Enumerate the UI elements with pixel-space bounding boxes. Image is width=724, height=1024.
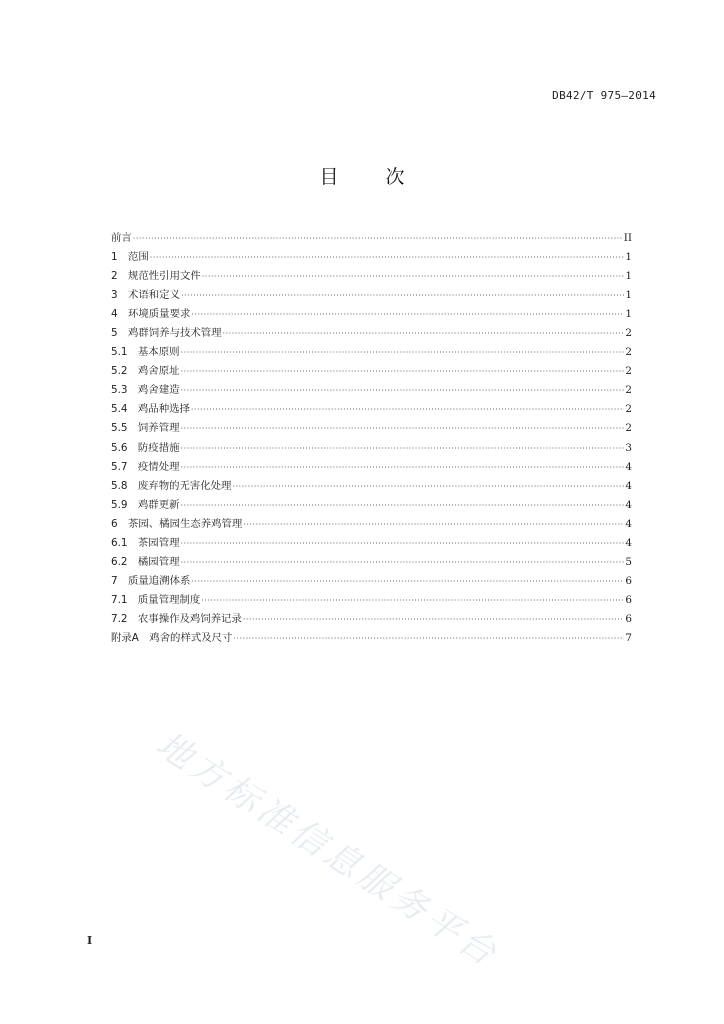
toc-entry-2[interactable] bbox=[111, 267, 632, 286]
toc-entry-number: 5.4 bbox=[111, 403, 138, 416]
toc-entry-page: 6 bbox=[625, 612, 632, 625]
toc-entry-page: 2 bbox=[625, 327, 632, 340]
toc-entry-6-1[interactable] bbox=[111, 534, 632, 553]
toc-entry-number: 6.1 bbox=[111, 536, 138, 549]
toc-entry-label: 环境质量要求 bbox=[128, 308, 191, 321]
dot-leader bbox=[180, 534, 624, 553]
dot-leader bbox=[180, 343, 624, 362]
toc-entry-number: 5.8 bbox=[111, 479, 138, 492]
toc-entry-number: 5.2 bbox=[111, 365, 138, 378]
dot-leader bbox=[180, 458, 624, 477]
toc-entry-foreword[interactable] bbox=[111, 229, 632, 248]
toc-entry-label: 前言 bbox=[111, 232, 132, 244]
toc-entry-page: 4 bbox=[625, 498, 632, 511]
toc-entry-3[interactable] bbox=[111, 286, 632, 305]
toc-entry-page: 4 bbox=[625, 460, 632, 473]
toc-entry-label: 质量管理制度 bbox=[137, 593, 201, 606]
page-title: 目 次 bbox=[319, 166, 419, 188]
toc-entry-page: 4 bbox=[625, 479, 632, 492]
toc-entry-1[interactable] bbox=[111, 248, 632, 267]
toc-entry-label: 规范性引用文件 bbox=[128, 270, 201, 283]
toc-entry-5-3[interactable] bbox=[111, 381, 632, 400]
dot-leader bbox=[202, 267, 625, 286]
toc-entry-number: 4 bbox=[111, 308, 129, 321]
toc-entry-label: 基本原则 bbox=[137, 346, 180, 359]
dot-leader bbox=[180, 419, 624, 438]
dot-leader bbox=[233, 629, 624, 648]
toc-entry-page: 4 bbox=[625, 536, 632, 549]
toc-entry-page: 2 bbox=[625, 346, 632, 359]
toc-entry-label: 鸡舍原址 bbox=[137, 365, 180, 378]
toc-entry-5[interactable] bbox=[111, 324, 632, 343]
toc-entry-label: 废弃物的无害化处理 bbox=[137, 479, 232, 492]
page-number: I bbox=[87, 934, 93, 947]
toc-entry-label: 茶园管理 bbox=[137, 536, 180, 549]
toc-entry-number: 1 bbox=[111, 251, 129, 264]
dot-leader bbox=[133, 229, 623, 248]
toc-entry-label: 范围 bbox=[128, 251, 149, 264]
toc-entry-5-8[interactable] bbox=[111, 477, 632, 496]
toc-entry-number: 5.3 bbox=[111, 384, 138, 397]
toc-entry-label: 农事操作及鸡饲养记录 bbox=[137, 612, 242, 625]
toc-entry-label: 橘园管理 bbox=[137, 555, 180, 568]
toc-entry-page: 6 bbox=[625, 574, 632, 587]
dot-leader bbox=[180, 553, 624, 572]
table-of-contents bbox=[111, 229, 632, 648]
toc-entry-appendix-a[interactable] bbox=[111, 629, 632, 648]
toc-entry-page: 7 bbox=[625, 631, 632, 644]
toc-entry-label: 疫情处理 bbox=[137, 460, 180, 473]
toc-entry-5-5[interactable] bbox=[111, 419, 632, 438]
dot-leader bbox=[223, 324, 625, 343]
dot-leader bbox=[243, 515, 624, 534]
dot-leader bbox=[150, 248, 625, 267]
dot-leader bbox=[181, 286, 624, 305]
toc-entry-label: 鸡舍建造 bbox=[137, 384, 180, 397]
toc-entry-label: 饲养管理 bbox=[137, 422, 180, 435]
dot-leader bbox=[191, 400, 625, 419]
toc-entry-label: 防疫措施 bbox=[137, 441, 180, 454]
toc-entry-label: 鸡品种选择 bbox=[137, 403, 190, 416]
toc-entry-page: 1 bbox=[625, 251, 632, 264]
toc-entry-number: 5.1 bbox=[111, 346, 138, 359]
toc-entry-5-2[interactable] bbox=[111, 362, 632, 381]
toc-entry-page: 6 bbox=[625, 593, 632, 606]
toc-entry-6[interactable] bbox=[111, 515, 632, 534]
dot-leader bbox=[191, 572, 624, 591]
toc-entry-page: 1 bbox=[625, 308, 632, 321]
toc-entry-4[interactable] bbox=[111, 305, 632, 324]
toc-entry-page: 5 bbox=[625, 555, 632, 568]
dot-leader bbox=[191, 305, 624, 324]
toc-entry-label: 鸡舍的样式及尺寸 bbox=[149, 631, 233, 644]
dot-leader bbox=[232, 477, 624, 496]
toc-entry-page: 2 bbox=[625, 422, 632, 435]
toc-entry-page: 4 bbox=[625, 517, 632, 530]
dot-leader bbox=[243, 610, 625, 629]
toc-entry-number: 6.2 bbox=[111, 555, 138, 568]
toc-entry-number: 5 bbox=[111, 327, 129, 340]
toc-entry-page: 3 bbox=[625, 441, 632, 454]
dot-leader bbox=[180, 496, 624, 515]
toc-entry-5-6[interactable] bbox=[111, 439, 632, 458]
toc-entry-label: 鸡群饲养与技术管理 bbox=[128, 327, 222, 340]
toc-entry-number: 7.2 bbox=[111, 612, 138, 625]
dot-leader bbox=[180, 381, 624, 400]
toc-entry-5-9[interactable] bbox=[111, 496, 632, 515]
toc-entry-page: II bbox=[623, 232, 632, 244]
toc-entry-5-4[interactable] bbox=[111, 400, 632, 419]
toc-entry-number: 5.5 bbox=[111, 422, 138, 435]
toc-entry-number: 2 bbox=[111, 270, 129, 283]
toc-entry-5-7[interactable] bbox=[111, 458, 632, 477]
dot-leader bbox=[201, 591, 624, 610]
toc-entry-7-2[interactable] bbox=[111, 610, 632, 629]
toc-entry-label: 质量追溯体系 bbox=[128, 574, 191, 587]
toc-entry-label: 术语和定义 bbox=[128, 289, 180, 302]
toc-entry-6-2[interactable] bbox=[111, 553, 632, 572]
toc-entry-page: 2 bbox=[625, 384, 632, 397]
watermark: 地方标准信息服务平台 bbox=[148, 724, 507, 977]
toc-entry-page: 1 bbox=[625, 289, 632, 302]
toc-entry-number: 5.7 bbox=[111, 460, 138, 473]
toc-entry-number: 3 bbox=[111, 289, 129, 302]
dot-leader bbox=[180, 439, 624, 458]
toc-entry-number: 附录A bbox=[111, 631, 150, 644]
toc-entry-7-1[interactable] bbox=[111, 591, 632, 610]
toc-entry-page: 1 bbox=[625, 270, 632, 283]
toc-entry-page: 2 bbox=[625, 365, 632, 378]
toc-entry-label: 鸡群更新 bbox=[137, 498, 180, 511]
toc-entry-number: 6 bbox=[111, 517, 129, 530]
toc-entry-5-1[interactable] bbox=[111, 343, 632, 362]
toc-entry-number: 5.9 bbox=[111, 498, 138, 511]
toc-entry-number: 7 bbox=[111, 574, 129, 587]
toc-entry-number: 7.1 bbox=[111, 593, 138, 606]
toc-entry-label: 茶园、橘园生态养鸡管理 bbox=[128, 517, 243, 530]
toc-entry-number: 5.6 bbox=[111, 441, 138, 454]
standard-code: DB42/T 975—2014 bbox=[552, 89, 656, 102]
toc-entry-7[interactable] bbox=[111, 572, 632, 591]
dot-leader bbox=[180, 362, 624, 381]
toc-entry-page: 2 bbox=[625, 403, 632, 416]
